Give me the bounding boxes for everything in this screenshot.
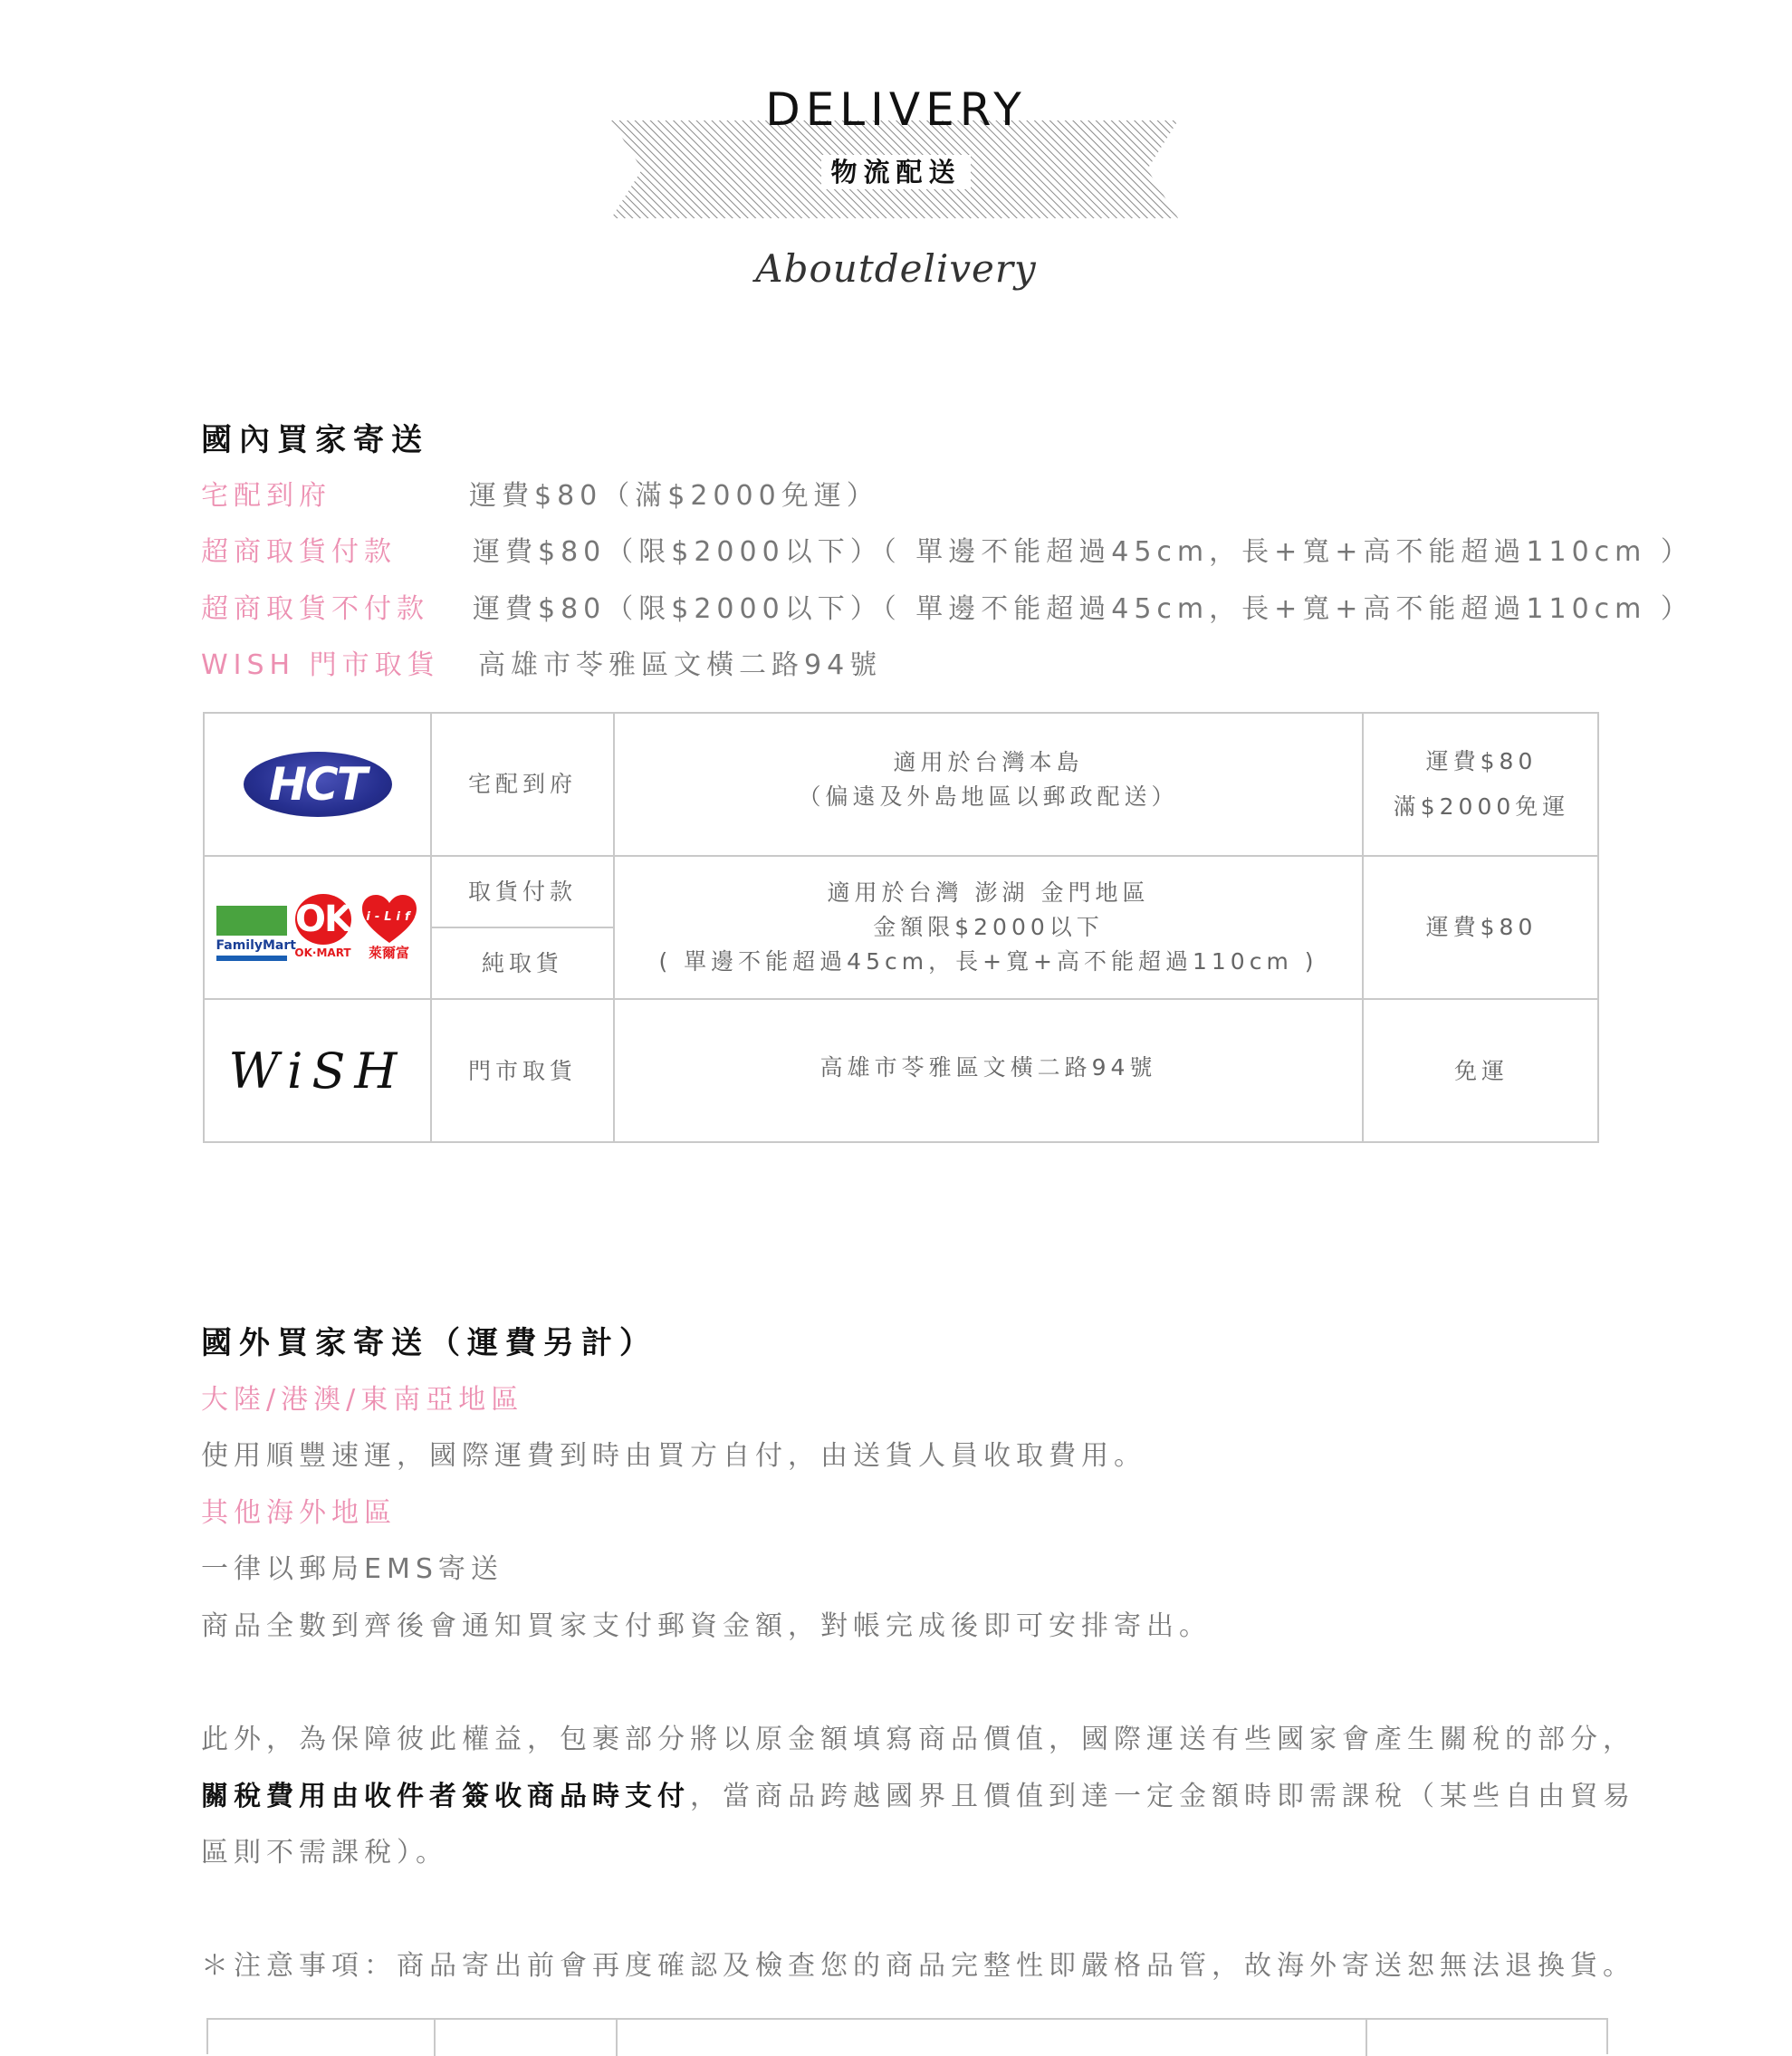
page-title: DELIVERY: [765, 83, 1027, 136]
overseas-section-title: 國外買家寄送（運費另計）: [201, 1325, 657, 1361]
domestic-label-cvs-pay: 超商取貨付款: [201, 536, 397, 568]
cvs-desc-cell: [615, 857, 1364, 1000]
hilife-name: 萊爾富: [368, 945, 409, 961]
wish-fee-cell: [1364, 1000, 1599, 1143]
domestic-value-store: 高雄市苓雅區文橫二路94號: [478, 649, 883, 681]
wish-desc-cell: [615, 1000, 1364, 1143]
customs-paragraph-line1: 此外，為保障彼此權益，包裹部分將以原金額填寫商品價值，國際運送有些國家會產生關稅的部分，: [201, 1724, 1635, 1755]
hct-desc-line2: （偏遠及外島地區以郵政配送）: [798, 783, 1179, 810]
cvs-method1: 取貨付款: [467, 878, 577, 905]
overseas-region2-label: 其他海外地區: [201, 1497, 397, 1529]
page-subtitle: [0, 152, 1792, 189]
customs-paragraph-line3: 區則不需課稅）。: [201, 1837, 448, 1869]
familymart-logo-text: FamilyMart: [216, 938, 296, 953]
notice-text: ＊注意事項：商品寄出前會再度確認及檢查您的商品完整性即嚴格品管，故海外寄送恕無法退換貨。: [201, 1950, 1635, 1982]
cvs-logos: [216, 894, 426, 961]
cvs-method2: 純取貨: [481, 949, 563, 976]
overseas-region2-text1: 一律以郵局EMS寄送: [201, 1553, 503, 1585]
heart-icon: [351, 894, 426, 945]
hct-desc-cell: [615, 714, 1364, 857]
overseas-region2-text2: 商品全數到齊後會通知買家支付郵資金額，對帳完成後即可安排寄出。: [201, 1610, 1212, 1642]
cvs-fee-cell: [1364, 857, 1599, 1000]
hct-logo-cell: [205, 714, 432, 857]
domestic-label-home: 宅配到府: [201, 480, 331, 512]
overseas-region1-label: 大陸/港澳/東南亞地區: [201, 1384, 524, 1416]
delivery-table: [203, 712, 1599, 1143]
familymart-logo: [216, 906, 296, 961]
hct-fee-cell: [1364, 714, 1599, 857]
hct-fee-line2: 滿$2000免運: [1393, 793, 1570, 820]
wish-desc: 高雄市苓雅區文橫二路94號: [819, 1054, 1157, 1081]
hilife-mark: Hi-Life: [351, 910, 426, 924]
okmart-logo: [294, 894, 352, 961]
domestic-value-cvs-nopay: 運費$80（限$2000以下）（ 單邊不能超過45cm，長+寬+高不能超過110cm ）: [473, 593, 1693, 625]
hct-fee-line1: 運費$80: [1425, 748, 1538, 774]
wish-fee: 免運: [1453, 1058, 1509, 1084]
wish-method-cell: [432, 1000, 615, 1143]
hilife-logo: [351, 894, 426, 961]
domestic-section-title: 國內買家寄送: [201, 422, 429, 458]
wish-method: 門市取貨: [467, 1058, 577, 1084]
hct-desc-line1: 適用於台灣本島: [893, 749, 1084, 775]
domestic-label-cvs-nopay: 超商取貨不付款: [201, 593, 429, 625]
hct-method-cell: [432, 714, 615, 857]
customs-paragraph-line2: [201, 1773, 1635, 1813]
cvs-desc-line3: ( 單邊不能超過45cm，長+寬+高不能超過110cm ): [658, 948, 1318, 975]
wish-logo-cell: [205, 1000, 432, 1143]
cvs-fee: 運費$80: [1425, 914, 1538, 940]
okmart-name: OK·MART: [294, 946, 351, 959]
customs-bold-text: 關稅費用由收件者簽收商品時支付: [201, 1781, 690, 1812]
cvs-logo-cell: [205, 857, 432, 1000]
overseas-region1-text: 使用順豐速運，國際運費到時由買方自付，由送貨人員收取費用。: [201, 1440, 1146, 1472]
domestic-value-cvs-pay: 運費$80（限$2000以下）（ 單邊不能超過45cm，長+寬+高不能超過110cm ）: [473, 536, 1693, 568]
script-caption: Aboutdelivery: [755, 246, 1037, 291]
cvs-desc-line2: 金額限$2000以下: [873, 914, 1104, 940]
page-subtitle-text: 物流配送: [821, 155, 970, 189]
overseas-table-divider-3: [1366, 2020, 1367, 2056]
domestic-value-home: 運費$80（滿$2000免運）: [469, 480, 879, 512]
customs-rest-text: ，當商品跨越國界且價值到達一定金額時即需課稅（某些自由貿易: [690, 1781, 1635, 1812]
domestic-label-store: WISH 門市取貨: [201, 649, 440, 681]
hct-logo: [244, 752, 392, 817]
okmart-mark: OK: [295, 894, 351, 945]
overseas-table-divider-1: [434, 2020, 436, 2056]
cvs-method1-cell: [432, 857, 615, 928]
hct-method: 宅配到府: [467, 771, 577, 797]
hct-logo-text: HCT: [269, 758, 366, 811]
cvs-desc-line1: 適用於台灣 澎湖 金門地區: [827, 879, 1150, 906]
wish-logo: WiSH: [228, 1042, 407, 1100]
overseas-table-divider-2: [616, 2020, 618, 2056]
cvs-method2-cell: [432, 928, 615, 1000]
overseas-table: [206, 2018, 1608, 2054]
